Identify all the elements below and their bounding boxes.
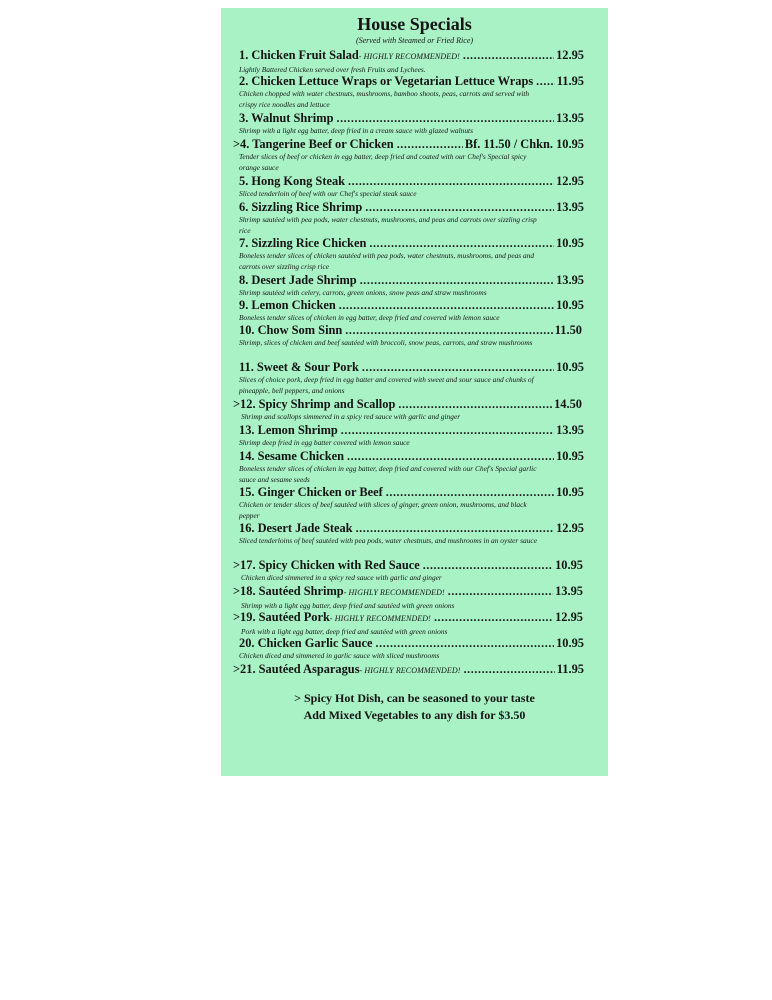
- item-description: Chicken diced simmered in a spicy red sauce with garlic and ginger: [241, 573, 442, 582]
- item-name: 5. Hong Kong Steak: [239, 174, 346, 188]
- item-description: Shrimp, slices of chicken and beef sautéed with broccoli, snow peas, carrots, and straw mushrooms: [239, 338, 533, 347]
- item-price: 10.95: [556, 298, 584, 312]
- dot-leader: [397, 137, 463, 151]
- item-price: 10.95: [556, 360, 584, 374]
- menu-item: [233, 662, 584, 678]
- item-name: 11. Sweet & Sour Pork: [239, 360, 359, 374]
- menu-item: [233, 558, 583, 584]
- item-price: 13.95: [556, 423, 584, 437]
- item-name: 2. Chicken Lettuce Wraps or Vegetarian Lettuce Wraps: [239, 74, 534, 88]
- item-name: >18. Sautéed Shrimp: [233, 584, 344, 598]
- menu-item: [239, 48, 584, 76]
- dot-leader: [365, 200, 554, 214]
- item-name: 3. Walnut Shrimp: [239, 111, 334, 125]
- item-note: - HIGHLY RECOMMENDED!: [358, 52, 460, 61]
- item-price: 11.50: [554, 323, 582, 337]
- spicy-note: > Spicy Hot Dish, can be seasoned to your taste: [294, 691, 535, 705]
- item-price: 12.95: [556, 48, 584, 62]
- item-description: Boneless tender slices of chicken in egg batter, deep fried and covered with our Chef's Special garlic sauce and sesame seeds: [239, 464, 537, 484]
- dot-leader: [463, 48, 554, 62]
- item-price: 12.95: [556, 174, 584, 188]
- item-name: 20. Chicken Garlic Sauce: [239, 636, 373, 650]
- menu-item: [239, 236, 584, 272]
- menu-item: [239, 521, 584, 547]
- item-description: Chicken or tender slices of beef sautéed with slices of ginger, green onion, mushrooms, and black pepper: [239, 500, 527, 520]
- menu-item: [239, 273, 584, 299]
- dot-leader: [448, 584, 553, 598]
- item-name: 8. Desert Jade Shrimp: [239, 273, 357, 287]
- item-name: 9. Lemon Chicken: [239, 298, 336, 312]
- item-price: 10.95: [556, 636, 584, 650]
- item-price: 12.95: [555, 610, 583, 624]
- item-name: 13. Lemon Shrimp: [239, 423, 338, 437]
- item-name: 10. Chow Som Sinn: [239, 323, 343, 337]
- menu-item: [239, 449, 584, 485]
- item-description: Shrimp sautéed with celery, carrots, green onions, snow peas and straw mushrooms: [239, 288, 487, 297]
- menu-item: [233, 584, 583, 612]
- item-price: 13.95: [556, 111, 584, 125]
- menu-item: [239, 636, 584, 662]
- dot-leader: [398, 397, 552, 411]
- dot-leader: [369, 236, 554, 250]
- item-name: 14. Sesame Chicken: [239, 449, 344, 463]
- item-description: Boneless tender slices of chicken in egg batter, deep fried and covered with lemon sauce: [239, 313, 500, 322]
- item-name: 15. Ginger Chicken or Beef: [239, 485, 383, 499]
- dot-leader: [362, 360, 554, 374]
- item-description: Pork with a light egg batter, deep fried and sautéed with green onions: [241, 627, 448, 636]
- item-description: Sliced tenderloins of beef sautéed with pea pods, water chestnuts, and mushrooms in an oyster sauce: [239, 536, 537, 545]
- menu-item: [239, 423, 584, 449]
- item-price: 13.95: [556, 273, 584, 287]
- menu-card: [221, 8, 608, 776]
- dot-leader: [356, 521, 555, 535]
- menu-item: [233, 397, 582, 423]
- item-name: >12. Spicy Shrimp and Scallop: [233, 397, 396, 411]
- menu-item: [239, 200, 584, 236]
- dot-leader: [348, 174, 554, 188]
- vegetables-note: Add Mixed Vegetables to any dish for $3.50: [303, 708, 526, 722]
- dot-leader: [336, 111, 554, 125]
- item-price: 11.95: [556, 74, 584, 88]
- menu-item: [239, 174, 584, 200]
- item-price: 14.50: [554, 397, 582, 411]
- item-description: Lightly Battered Chicken served over fresh Fruits and Lychees.: [239, 65, 426, 74]
- item-price: 13.95: [556, 200, 584, 214]
- dot-leader: [386, 485, 554, 499]
- dot-leader: [345, 323, 553, 337]
- item-price: 12.95: [556, 521, 584, 535]
- menu-item: [239, 298, 584, 324]
- item-name: 16. Desert Jade Steak: [239, 521, 353, 535]
- item-note: - HIGHLY RECOMMENDED!: [359, 666, 461, 675]
- item-description: Shrimp deep fried in egg batter covered with lemon sauce: [239, 438, 410, 447]
- item-description: Sliced tenderloin of beef with our Chef's special steak sauce: [239, 189, 417, 198]
- item-note: - HIGHLY RECOMMENDED!: [343, 588, 445, 597]
- menu-item: [239, 111, 584, 137]
- menu-item: [233, 137, 584, 173]
- dot-leader: [339, 298, 554, 312]
- item-name: >21. Sautéed Asparagus: [233, 662, 360, 676]
- dot-leader: [360, 273, 554, 287]
- item-name: 6. Sizzling Rice Shrimp: [239, 200, 363, 214]
- item-name: 1. Chicken Fruit Salad: [239, 48, 359, 62]
- menu-title: House Specials: [357, 14, 472, 34]
- menu-item: [239, 485, 584, 521]
- menu-item: [239, 74, 584, 110]
- item-price: Bf. 11.50 / Chkn. 10.95: [464, 137, 584, 151]
- dot-leader: [536, 74, 555, 88]
- menu-footer: [221, 690, 608, 724]
- item-description: Boneless tender slices of chicken sautéed with pea pods, water chestnuts, mushrooms, and peas and carrots over sizzling crisp rice: [239, 251, 535, 271]
- item-description: Shrimp and scallops simmered in a spicy red sauce with garlic and ginger: [241, 412, 461, 421]
- item-description: Slices of choice pork, deep fried in egg batter and covered with sweet and sour sauce and chunks of pineapple, bell peppers, and onions: [239, 375, 534, 395]
- item-description: Chicken chopped with water chestnuts, mushrooms, bamboo shoots, peas, carrots and served with crispy rice noodles and lettuce: [239, 89, 530, 109]
- item-price: 10.95: [556, 236, 584, 250]
- menu-item: [239, 360, 584, 396]
- dot-leader: [423, 558, 553, 572]
- item-name: >19. Sautéed Pork: [233, 610, 330, 624]
- item-description: Shrimp with a light egg batter, deep fried and sautéed with green onions: [241, 601, 455, 610]
- item-price: 10.95: [556, 485, 584, 499]
- item-description: Chicken diced and simmered in garlic sauce with sliced mushrooms: [239, 651, 440, 660]
- item-description: Tender slices of beef or chicken in egg batter, deep fried and coated with our Chef's Special spicy orange sauce: [239, 152, 527, 172]
- item-name: >17. Spicy Chicken with Red Sauce: [233, 558, 420, 572]
- dot-leader: [464, 662, 555, 676]
- item-name: >4. Tangerine Beef or Chicken: [233, 137, 394, 151]
- item-price: 11.95: [556, 662, 584, 676]
- dot-leader: [434, 610, 553, 624]
- item-name: 7. Sizzling Rice Chicken: [239, 236, 367, 250]
- dot-leader: [341, 423, 554, 437]
- item-description: Shrimp with a light egg batter, deep fried in a cream sauce with glazed walnuts: [239, 126, 473, 135]
- menu-item: [239, 323, 582, 349]
- item-price: 10.95: [555, 558, 583, 572]
- menu-subtitle: (Served with Steamed or Fried Rice): [355, 36, 474, 45]
- item-price: 10.95: [556, 449, 584, 463]
- menu-item: [233, 610, 583, 638]
- item-price: 13.95: [555, 584, 583, 598]
- item-description: Shrimp sautéed with pea pods, water chestnuts, mushrooms, and peas and carrots over sizzling crisp rice: [239, 215, 537, 235]
- item-note: - HIGHLY RECOMMENDED!: [329, 614, 431, 623]
- dot-leader: [347, 449, 554, 463]
- dot-leader: [376, 636, 555, 650]
